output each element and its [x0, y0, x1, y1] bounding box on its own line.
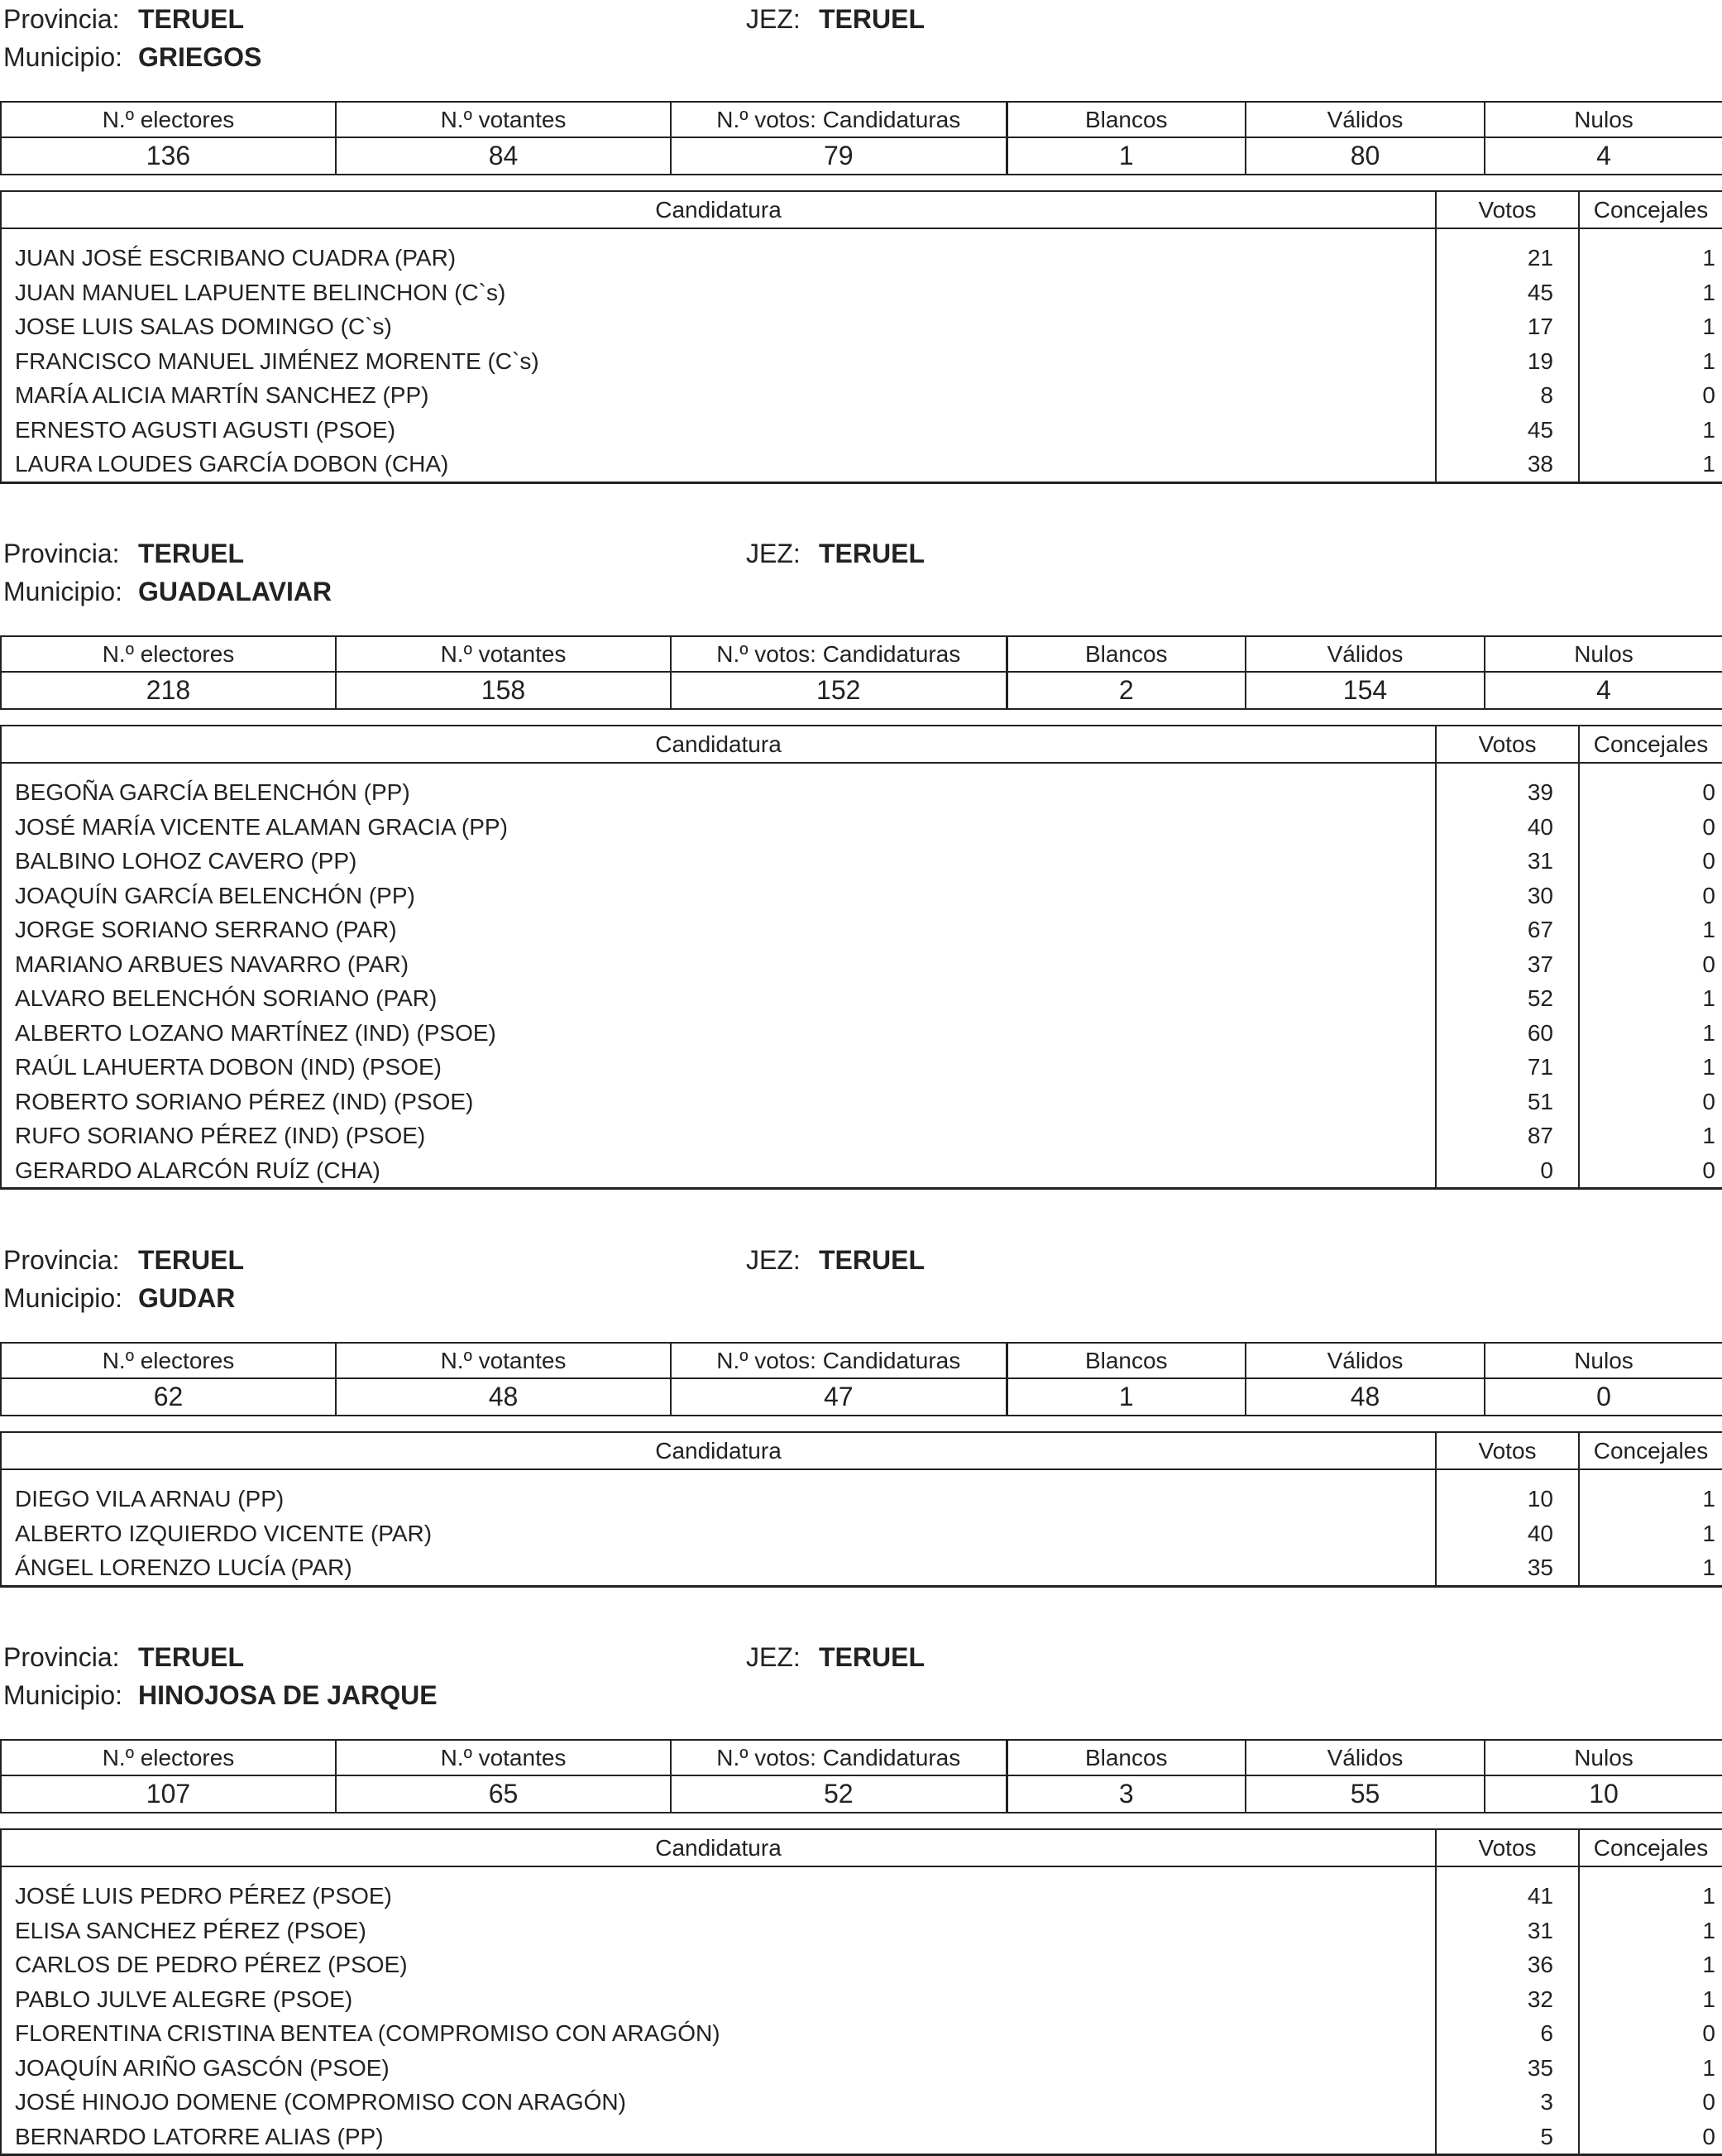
stats-table: [0, 101, 1722, 175]
stat-label-electores: N.º electores: [1, 1343, 336, 1378]
stats-value-row: [1, 1775, 1722, 1813]
candidato-nombre: FRANCISCO MANUEL JIMÉNEZ MORENTE (C`s): [1, 344, 1436, 379]
stat-value-validos: 154: [1246, 672, 1485, 709]
candidato-votos: 41: [1436, 1866, 1579, 1914]
stat-label-nulos: Nulos: [1485, 102, 1722, 137]
col-candidatura: Candidatura: [1, 191, 1436, 228]
stat-value-electores: 136: [1, 137, 336, 175]
candidato-votos: 31: [1436, 844, 1579, 879]
candidato-nombre: JORGE SORIANO SERRANO (PAR): [1, 913, 1436, 947]
provincia-label: Provincia:: [3, 4, 120, 34]
stat-label-electores: N.º electores: [1, 636, 336, 672]
col-candidatura: Candidatura: [1, 1432, 1436, 1469]
candidato-votos: 35: [1436, 2051, 1579, 2086]
provincia-value: TERUEL: [138, 539, 244, 568]
candidato-votos: 3: [1436, 2085, 1579, 2120]
candidato-nombre: JOAQUÍN GARCÍA BELENCHÓN (PP): [1, 879, 1436, 913]
candidatos-table: [0, 190, 1722, 484]
candidato-row: [1, 879, 1722, 913]
jez-label: JEZ:: [746, 539, 801, 568]
candidatos-table: [0, 1828, 1722, 2156]
candidato-nombre: MARÍA ALICIA MARTÍN SANCHEZ (PP): [1, 378, 1436, 413]
candidato-concejales: 1: [1579, 1866, 1722, 1914]
col-candidatura: Candidatura: [1, 1829, 1436, 1866]
candidato-row: [1, 913, 1722, 947]
candidato-row: [1, 344, 1722, 379]
stat-value-nulos: 4: [1485, 137, 1722, 175]
candidato-concejales: 1: [1579, 447, 1722, 482]
stat-label-nulos: Nulos: [1485, 1343, 1722, 1378]
candidato-nombre: RUFO SORIANO PÉREZ (IND) (PSOE): [1, 1119, 1436, 1153]
jez-label: JEZ:: [746, 1642, 801, 1672]
candidato-concejales: 0: [1579, 1085, 1722, 1119]
col-votos: Votos: [1436, 726, 1579, 763]
candidato-concejales: 1: [1579, 1516, 1722, 1551]
candidato-nombre: BALBINO LOHOZ CAVERO (PP): [1, 844, 1436, 879]
candidato-votos: 10: [1436, 1469, 1579, 1516]
candidato-row: [1, 2016, 1722, 2051]
candidato-nombre: JOSÉ LUIS PEDRO PÉREZ (PSOE): [1, 1866, 1436, 1914]
candidato-votos: 45: [1436, 413, 1579, 448]
candidato-votos: 8: [1436, 378, 1579, 413]
candidatos-header-row: [1, 1432, 1722, 1469]
stat-label-votos-candidaturas: N.º votos: Candidaturas: [671, 1740, 1007, 1775]
candidato-votos: 36: [1436, 1948, 1579, 1982]
candidato-concejales: 0: [1579, 2120, 1722, 2155]
candidatos-table: [0, 725, 1722, 1190]
candidato-nombre: GERARDO ALARCÓN RUÍZ (CHA): [1, 1153, 1436, 1189]
stat-value-nulos: 0: [1485, 1378, 1722, 1416]
candidato-votos: 19: [1436, 344, 1579, 379]
candidato-row: [1, 309, 1722, 344]
stat-value-votantes: 65: [336, 1775, 671, 1813]
candidato-row: [1, 1866, 1722, 1914]
stat-value-blancos: 1: [1007, 137, 1246, 175]
stats-value-row: [1, 672, 1722, 709]
candidato-concejales: 1: [1579, 1948, 1722, 1982]
candidato-nombre: JUAN MANUEL LAPUENTE BELINCHON (C`s): [1, 275, 1436, 310]
candidato-votos: 45: [1436, 275, 1579, 310]
candidato-votos: 21: [1436, 228, 1579, 275]
candidato-nombre: LAURA LOUDES GARCÍA DOBON (CHA): [1, 447, 1436, 482]
candidato-concejales: 1: [1579, 344, 1722, 379]
candidato-concejales: 0: [1579, 879, 1722, 913]
candidato-row: [1, 1516, 1722, 1551]
stat-value-electores: 107: [1, 1775, 336, 1813]
stat-label-votantes: N.º votantes: [336, 1740, 671, 1775]
stat-label-electores: N.º electores: [1, 1740, 336, 1775]
candidato-row: [1, 1469, 1722, 1516]
candidato-nombre: JOSE LUIS SALAS DOMINGO (C`s): [1, 309, 1436, 344]
municipio-label: Municipio:: [3, 42, 123, 72]
col-candidatura: Candidatura: [1, 726, 1436, 763]
candidato-votos: 35: [1436, 1550, 1579, 1586]
provincia-line: [0, 534, 1722, 573]
candidato-votos: 51: [1436, 1085, 1579, 1119]
provincia-line: [0, 0, 1722, 38]
candidato-votos: 5: [1436, 2120, 1579, 2155]
candidato-concejales: 1: [1579, 413, 1722, 448]
stat-label-nulos: Nulos: [1485, 636, 1722, 672]
candidato-nombre: ÁNGEL LORENZO LUCÍA (PAR): [1, 1550, 1436, 1586]
candidato-nombre: ELISA SANCHEZ PÉREZ (PSOE): [1, 1914, 1436, 1948]
candidatos-header-row: [1, 1829, 1722, 1866]
provincia-label: Provincia:: [3, 1642, 120, 1672]
col-votos: Votos: [1436, 1432, 1579, 1469]
stats-value-row: [1, 137, 1722, 175]
stat-label-votantes: N.º votantes: [336, 636, 671, 672]
candidato-concejales: 1: [1579, 1982, 1722, 2017]
candidato-concejales: 1: [1579, 1550, 1722, 1586]
candidato-row: [1, 1982, 1722, 2017]
stat-value-blancos: 1: [1007, 1378, 1246, 1416]
stat-label-validos: Válidos: [1246, 636, 1485, 672]
stats-table: [0, 1739, 1722, 1813]
candidato-row: [1, 413, 1722, 448]
stat-value-blancos: 2: [1007, 672, 1246, 709]
col-concejales: Concejales: [1579, 191, 1722, 228]
stat-label-electores: N.º electores: [1, 102, 336, 137]
col-concejales: Concejales: [1579, 726, 1722, 763]
provincia-value: TERUEL: [138, 1642, 244, 1672]
stat-label-blancos: Blancos: [1007, 1740, 1246, 1775]
candidato-votos: 60: [1436, 1016, 1579, 1051]
candidato-concejales: 0: [1579, 2016, 1722, 2051]
col-votos: Votos: [1436, 191, 1579, 228]
candidato-votos: 17: [1436, 309, 1579, 344]
candidato-concejales: 1: [1579, 981, 1722, 1016]
candidato-row: [1, 1119, 1722, 1153]
candidato-row: [1, 1050, 1722, 1085]
candidato-concejales: 1: [1579, 228, 1722, 275]
municipio-line: [0, 38, 1722, 76]
candidato-votos: 37: [1436, 947, 1579, 982]
stat-label-votantes: N.º votantes: [336, 102, 671, 137]
candidato-votos: 0: [1436, 1153, 1579, 1189]
municipio-name: GUDAR: [138, 1283, 236, 1313]
jez-value: TERUEL: [819, 1245, 925, 1275]
candidato-row: [1, 981, 1722, 1016]
stat-value-validos: 80: [1246, 137, 1485, 175]
stats-table: [0, 1342, 1722, 1416]
stat-value-votos-candidaturas: 52: [671, 1775, 1007, 1813]
municipio-line: [0, 1676, 1722, 1714]
candidato-row: [1, 447, 1722, 482]
stats-header-row: [1, 1740, 1722, 1775]
candidato-row: [1, 947, 1722, 982]
candidato-nombre: FLORENTINA CRISTINA BENTEA (COMPROMISO CON ARAGÓN): [1, 2016, 1436, 2051]
provincia-line: [0, 1638, 1722, 1676]
candidato-nombre: JOAQUÍN ARIÑO GASCÓN (PSOE): [1, 2051, 1436, 2086]
candidato-concejales: 0: [1579, 2085, 1722, 2120]
candidato-nombre: JUAN JOSÉ ESCRIBANO CUADRA (PAR): [1, 228, 1436, 275]
candidato-votos: 31: [1436, 1914, 1579, 1948]
candidato-concejales: 0: [1579, 763, 1722, 810]
stats-table: [0, 635, 1722, 710]
candidatos-header-row: [1, 191, 1722, 228]
candidato-row: [1, 1153, 1722, 1189]
candidato-nombre: ERNESTO AGUSTI AGUSTI (PSOE): [1, 413, 1436, 448]
candidato-concejales: 1: [1579, 1016, 1722, 1051]
candidato-nombre: JOSÉ MARÍA VICENTE ALAMAN GRACIA (PP): [1, 810, 1436, 845]
stat-label-votos-candidaturas: N.º votos: Candidaturas: [671, 1343, 1007, 1378]
jez-label: JEZ:: [746, 1245, 801, 1275]
candidato-row: [1, 228, 1722, 275]
provincia-label: Provincia:: [3, 1245, 120, 1275]
stat-label-validos: Válidos: [1246, 1343, 1485, 1378]
candidato-row: [1, 378, 1722, 413]
col-votos: Votos: [1436, 1829, 1579, 1866]
stat-value-electores: 62: [1, 1378, 336, 1416]
stat-label-blancos: Blancos: [1007, 636, 1246, 672]
candidato-votos: 32: [1436, 1982, 1579, 2017]
candidato-row: [1, 1948, 1722, 1982]
candidato-votos: 67: [1436, 913, 1579, 947]
municipio-label: Municipio:: [3, 1680, 123, 1710]
stat-value-votantes: 84: [336, 137, 671, 175]
candidato-concejales: 0: [1579, 844, 1722, 879]
candidato-concejales: 1: [1579, 309, 1722, 344]
stat-value-validos: 48: [1246, 1378, 1485, 1416]
col-concejales: Concejales: [1579, 1829, 1722, 1866]
candidatos-header-row: [1, 726, 1722, 763]
candidato-concejales: 0: [1579, 1153, 1722, 1189]
candidato-nombre: CARLOS DE PEDRO PÉREZ (PSOE): [1, 1948, 1436, 1982]
candidato-row: [1, 2051, 1722, 2086]
municipio-name: GUADALAVIAR: [138, 577, 332, 606]
candidato-concejales: 1: [1579, 2051, 1722, 2086]
provincia-value: TERUEL: [138, 1245, 244, 1275]
candidato-concejales: 0: [1579, 810, 1722, 845]
candidato-concejales: 1: [1579, 275, 1722, 310]
stat-label-blancos: Blancos: [1007, 1343, 1246, 1378]
stat-value-votantes: 48: [336, 1378, 671, 1416]
stat-value-blancos: 3: [1007, 1775, 1246, 1813]
candidato-row: [1, 810, 1722, 845]
provincia-label: Provincia:: [3, 539, 120, 568]
stat-value-votantes: 158: [336, 672, 671, 709]
candidato-nombre: ROBERTO SORIANO PÉREZ (IND) (PSOE): [1, 1085, 1436, 1119]
stat-value-nulos: 4: [1485, 672, 1722, 709]
candidato-nombre: DIEGO VILA ARNAU (PP): [1, 1469, 1436, 1516]
stats-header-row: [1, 636, 1722, 672]
stat-value-electores: 218: [1, 672, 336, 709]
col-concejales: Concejales: [1579, 1432, 1722, 1469]
stat-label-votos-candidaturas: N.º votos: Candidaturas: [671, 636, 1007, 672]
municipio-label: Municipio:: [3, 577, 123, 606]
municipio-line: [0, 1279, 1722, 1317]
candidato-row: [1, 275, 1722, 310]
stat-label-validos: Válidos: [1246, 102, 1485, 137]
jez-value: TERUEL: [819, 4, 925, 34]
candidato-row: [1, 1016, 1722, 1051]
candidato-concejales: 0: [1579, 947, 1722, 982]
stats-header-row: [1, 1343, 1722, 1378]
stat-value-nulos: 10: [1485, 1775, 1722, 1813]
candidato-concejales: 0: [1579, 378, 1722, 413]
candidato-votos: 71: [1436, 1050, 1579, 1085]
municipio-name: HINOJOSA DE JARQUE: [138, 1680, 438, 1710]
jez-label: JEZ:: [746, 4, 801, 34]
jez-value: TERUEL: [819, 539, 925, 568]
candidato-nombre: BEGOÑA GARCÍA BELENCHÓN (PP): [1, 763, 1436, 810]
candidato-row: [1, 2120, 1722, 2155]
candidato-concejales: 1: [1579, 913, 1722, 947]
provincia-value: TERUEL: [138, 4, 244, 34]
stat-label-votantes: N.º votantes: [336, 1343, 671, 1378]
candidatos-table: [0, 1431, 1722, 1588]
candidato-nombre: ALBERTO LOZANO MARTÍNEZ (IND) (PSOE): [1, 1016, 1436, 1051]
stat-value-votos-candidaturas: 152: [671, 672, 1007, 709]
municipio-name: GRIEGOS: [138, 42, 262, 72]
candidato-concejales: 1: [1579, 1469, 1722, 1516]
candidato-votos: 87: [1436, 1119, 1579, 1153]
candidato-concejales: 1: [1579, 1119, 1722, 1153]
candidato-nombre: ALBERTO IZQUIERDO VICENTE (PAR): [1, 1516, 1436, 1551]
candidato-votos: 40: [1436, 810, 1579, 845]
stat-label-votos-candidaturas: N.º votos: Candidaturas: [671, 102, 1007, 137]
jez-value: TERUEL: [819, 1642, 925, 1672]
candidato-nombre: MARIANO ARBUES NAVARRO (PAR): [1, 947, 1436, 982]
stat-label-validos: Válidos: [1246, 1740, 1485, 1775]
candidato-nombre: JOSÉ HINOJO DOMENE (COMPROMISO CON ARAGÓN): [1, 2085, 1436, 2120]
municipio-line: [0, 573, 1722, 611]
candidato-votos: 39: [1436, 763, 1579, 810]
candidato-votos: 6: [1436, 2016, 1579, 2051]
municipio-label: Municipio:: [3, 1283, 123, 1313]
candidato-row: [1, 1085, 1722, 1119]
candidato-concejales: 1: [1579, 1050, 1722, 1085]
candidato-nombre: BERNARDO LATORRE ALIAS (PP): [1, 2120, 1436, 2155]
candidato-nombre: PABLO JULVE ALEGRE (PSOE): [1, 1982, 1436, 2017]
stats-header-row: [1, 102, 1722, 137]
stat-label-nulos: Nulos: [1485, 1740, 1722, 1775]
candidato-row: [1, 844, 1722, 879]
stat-value-votos-candidaturas: 79: [671, 137, 1007, 175]
candidato-votos: 52: [1436, 981, 1579, 1016]
candidato-votos: 38: [1436, 447, 1579, 482]
stat-label-blancos: Blancos: [1007, 102, 1246, 137]
candidato-row: [1, 1550, 1722, 1586]
candidato-nombre: ALVARO BELENCHÓN SORIANO (PAR): [1, 981, 1436, 1016]
candidato-votos: 40: [1436, 1516, 1579, 1551]
stat-value-votos-candidaturas: 47: [671, 1378, 1007, 1416]
candidato-row: [1, 763, 1722, 810]
candidato-concejales: 1: [1579, 1914, 1722, 1948]
candidato-nombre: RAÚL LAHUERTA DOBON (IND) (PSOE): [1, 1050, 1436, 1085]
stats-value-row: [1, 1378, 1722, 1416]
candidato-row: [1, 2085, 1722, 2120]
provincia-line: [0, 1241, 1722, 1279]
candidato-votos: 30: [1436, 879, 1579, 913]
stat-value-validos: 55: [1246, 1775, 1485, 1813]
candidato-row: [1, 1914, 1722, 1948]
